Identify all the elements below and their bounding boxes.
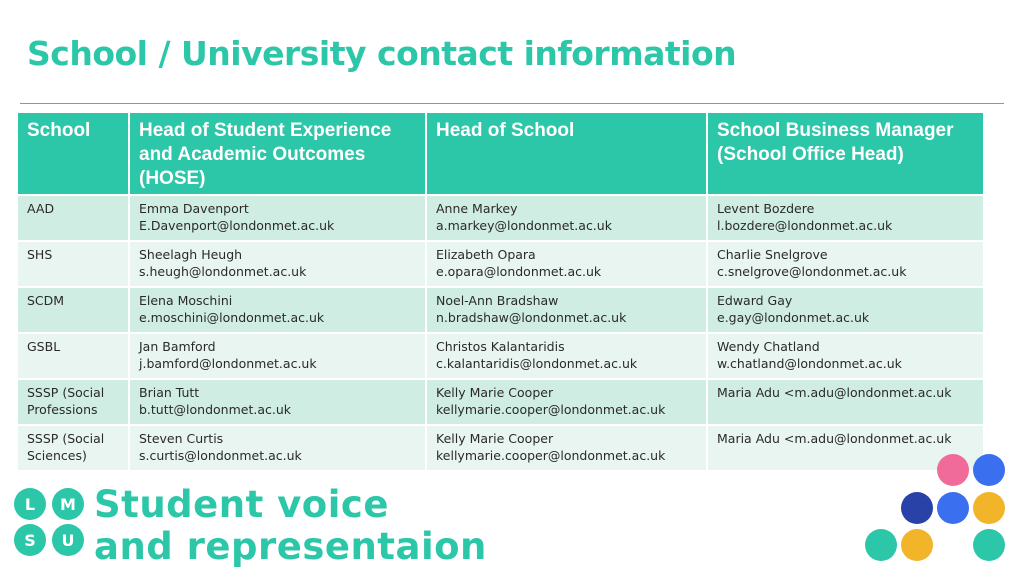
hose-cell [129, 333, 426, 379]
contact-name: Anne Markey [436, 201, 518, 216]
title-divider [20, 103, 1004, 104]
blue-dot [973, 454, 1005, 486]
brand-text [94, 484, 487, 568]
hose-cell [129, 287, 426, 333]
manager-cell [707, 241, 984, 287]
column-header-school: School [17, 112, 129, 195]
contact-name: Wendy Chatland [717, 339, 820, 354]
table-row [17, 333, 984, 379]
page-title: School / University contact information [27, 34, 737, 73]
hose-cell [129, 195, 426, 241]
column-header-head-of-school: Head of School [426, 112, 707, 195]
school-cell: SCDM [17, 287, 129, 333]
contact-name: Elena Moschini [139, 293, 233, 308]
head-cell [426, 287, 707, 333]
contact-email: s.heugh@londonmet.ac.uk [139, 264, 307, 279]
table-body [17, 195, 984, 471]
hose-cell [129, 425, 426, 471]
contact-name: Emma Davenport [139, 201, 249, 216]
column-header-business-manager: School Business Manager (School Office Head) [707, 112, 984, 195]
head-cell [426, 333, 707, 379]
contact-email: kellymarie.cooper@londonmet.ac.uk [436, 402, 666, 417]
head-cell [426, 379, 707, 425]
hose-cell [129, 241, 426, 287]
contact-name: Levent Bozdere [717, 201, 815, 216]
column-header-hose: Head of Student Experience and Academic Outcomes (HOSE) [129, 112, 426, 195]
contact-email: b.tutt@londonmet.ac.uk [139, 402, 291, 417]
pink-dot [937, 454, 969, 486]
contact-name: Brian Tutt [139, 385, 200, 400]
brand-line-2: and representaion [94, 525, 487, 568]
table-row [17, 241, 984, 287]
contact-email: c.snelgrove@londonmet.ac.uk [717, 264, 907, 279]
table-row [17, 379, 984, 425]
contact-email: l.bozdere@londonmet.ac.uk [717, 218, 893, 233]
head-cell [426, 195, 707, 241]
manager-cell [707, 287, 984, 333]
manager-cell [707, 379, 984, 425]
school-cell: SSSP (Social Sciences) [17, 425, 129, 471]
contact-email: a.markey@londonmet.ac.uk [436, 218, 612, 233]
contact-email: n.bradshaw@londonmet.ac.uk [436, 310, 627, 325]
school-cell: GSBL [17, 333, 129, 379]
blue-dot [937, 492, 969, 524]
school-cell: SSSP (Social Professions [17, 379, 129, 425]
logo-letter-s: S [14, 524, 46, 556]
contact-email: w.chatland@londonmet.ac.uk [717, 356, 902, 371]
contact-name: Kelly Marie Cooper [436, 431, 554, 446]
contact-email: j.bamford@londonmet.ac.uk [139, 356, 317, 371]
contact-email: e.moschini@londonmet.ac.uk [139, 310, 325, 325]
contact-name: Steven Curtis [139, 431, 224, 446]
contact-email: s.curtis@londonmet.ac.uk [139, 448, 302, 463]
school-cell: SHS [17, 241, 129, 287]
contact-name: Kelly Marie Cooper [436, 385, 554, 400]
contact-email: c.kalantaridis@londonmet.ac.uk [436, 356, 638, 371]
logo-letter-l: L [14, 488, 46, 520]
navy-dot [901, 492, 933, 524]
contact-email: E.Davenport@londonmet.ac.uk [139, 218, 335, 233]
contact-name: Sheelagh Heugh [139, 247, 243, 262]
contact-name: Noel-Ann Bradshaw [436, 293, 559, 308]
table-row [17, 195, 984, 241]
contact-table [16, 111, 985, 472]
contact-name: Charlie Snelgrove [717, 247, 828, 262]
contact-email: kellymarie.cooper@londonmet.ac.uk [436, 448, 666, 463]
teal-dot [973, 529, 1005, 561]
contact-name: Christos Kalantaridis [436, 339, 565, 354]
hose-cell [129, 379, 426, 425]
yellow-dot [973, 492, 1005, 524]
contact-email: e.opara@londonmet.ac.uk [436, 264, 602, 279]
contact-name: Maria Adu <m.adu@londonmet.ac.uk [717, 385, 952, 400]
table-row [17, 425, 984, 471]
logo-letter-m: M [52, 488, 84, 520]
logo-letter-u: U [52, 524, 84, 556]
manager-cell [707, 333, 984, 379]
table-row [17, 287, 984, 333]
table-header-row [17, 112, 984, 195]
contact-name: Edward Gay [717, 293, 793, 308]
teal-dot [865, 529, 897, 561]
yellow-dot [901, 529, 933, 561]
contact-name: Maria Adu <m.adu@londonmet.ac.uk [717, 431, 952, 446]
contact-name: Elizabeth Opara [436, 247, 536, 262]
school-cell: AAD [17, 195, 129, 241]
manager-cell [707, 195, 984, 241]
head-cell [426, 425, 707, 471]
brand-line-1: Student voice [94, 483, 389, 526]
contact-email: e.gay@londonmet.ac.uk [717, 310, 870, 325]
contact-name: Jan Bamford [139, 339, 216, 354]
head-cell [426, 241, 707, 287]
